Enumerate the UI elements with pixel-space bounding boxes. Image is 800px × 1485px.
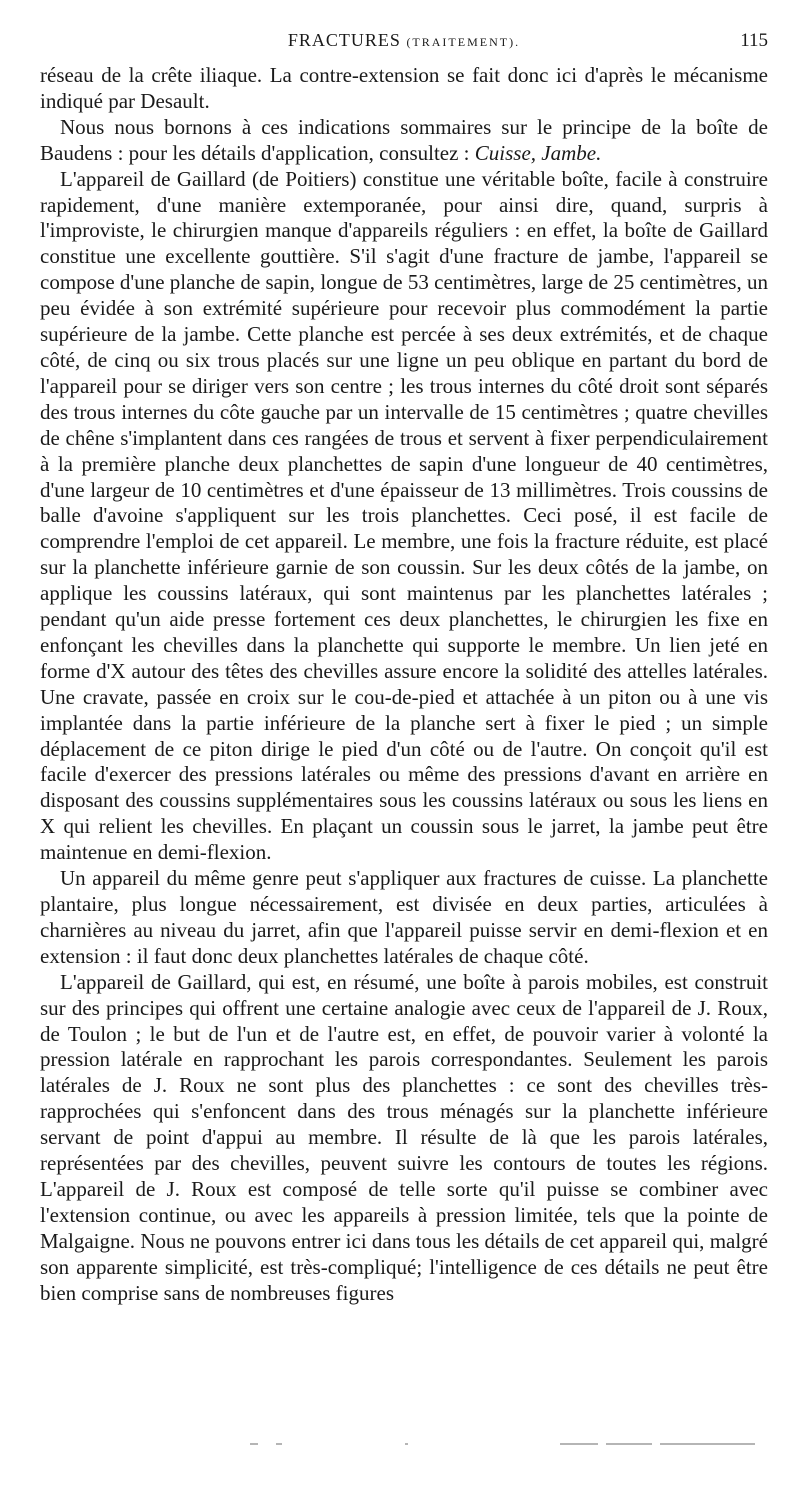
paragraph-roux-apparatus — [40, 970, 768, 1307]
ink-mark — [250, 1443, 258, 1445]
ink-mark — [660, 1443, 755, 1445]
paragraph-baudens — [40, 115, 768, 167]
paragraph-text: L'appareil de Gaillard, qui est, en résumé, une boîte à parois mobiles, est construit sur des principes qui offrent une certaine analogie avec ceux de l'appareil de J. Roux, de Toulon ; le but de l'un et de l'autre est, en effet, de pouvoir varier à volonté la pression latérale en rapprochant les parois correspondantes. Seulement les parois latérales de J. Roux ne sont plus des planchettes : ce sont des chevilles très-rapprochées qui s'enfoncent dans des trous ménagés sur la planchette inférieure servant de point d'appui au membre. Il résulte de là que les parois latérales, représentées par des chevilles, peuvent suivre les contours de toutes les régions. L'appareil de J. Roux est composé de telle sorte qu'il puisse se combiner avec l'extension continue, ou avec les appareils à pression limitée, tels que la pointe de Malgaigne. Nous ne pouvons entrer ici dans tous les détails de cet appareil qui, malgré son apparente simplicité, est très-compliqué; l'intelligence de ces détails ne peut être bien comprise sans de nombreuses figures — [40, 969, 768, 1305]
ink-mark — [405, 1443, 408, 1445]
running-head — [40, 30, 768, 56]
ink-mark — [276, 1443, 282, 1445]
paragraph-text: L'appareil de Gaillard (de Poitiers) constitue une véritable boîte, facile à construire rapidement, d'une manière extemporanée, pour ainsi dire, quand, surpris à l'improviste, le chirurgien manque d'appareils réguliers : en effet, la boîte de Gaillard constitue une excellente gouttière. S'il s'agit d'une fracture de jambe, l'appareil se compose d'une planche de sapin, longue de 53 centimètres, large de 25 centimètres, un peu évidée à son extrémité supérieure pour recevoir plus commodément la partie supérieure de la jambe. Cette planche est percée à ses deux extrémités, et de chaque côté, de cinq ou six trous placés sur une ligne un peu oblique en partant du bord de l'appareil pour se diriger vers son centre ; les trous internes du côté droit sont séparés des trous internes du côte gauche par un intervalle de 15 centimètres ; quatre chevilles de chêne s'implantent dans ces rangées de trous et servent à fixer perpendiculairement à la première planche deux planchettes de sapin d'une longueur de 40 centimètres, d'une largeur de 10 centimètres et d'une épaisseur de 13 millimètres. Trois coussins de balle d'avoine s'appliquent sur les trois planchettes. Ceci posé, il est facile de comprendre l'emploi de cet appareil. Le membre, une fois la fracture réduite, est placé sur la planchette inférieure garnie de son coussin. Sur les deux côtés de la jambe, on applique les coussins latéraux, qui sont maintenus par les planchettes latérales ; pendant qu'un aide presse fortement ces deux planchettes, le chirurgien les fixe en enfonçant les chevilles dans la planchette qui supporte le membre. Un lien jeté en forme d'X autour des têtes des chevilles assure encore la solidité des attelles latérales. Une cravate, passée en croix sur le cou-de-pied et attachée à un piton ou à une vis implantée dans la partie inférieure de la planche sert à fixer le pied ; un simple déplacement de ce piton dirige le pied d'un côté ou de l'autre. On conçoit qu'il est facile d'exercer des pressions latérales ou même des pressions d'avant en arrière en disposant des coussins supplémentaires sous les coussins latéraux ou sous les liens en X qui relient les chevilles. En plaçant un coussin sous le jarret, la jambe peut être maintenue en demi-flexion. — [40, 166, 768, 865]
page-number: 115 — [740, 30, 768, 51]
paragraph-thigh-fractures — [40, 866, 768, 970]
paragraph-gaillard-apparatus — [40, 167, 768, 866]
running-title — [40, 30, 768, 51]
ink-mark — [560, 1443, 598, 1445]
paragraph-text: Nous nous bornons à ces indications sommaires sur le principe de la boîte de Baudens : pour les détails d'application, consultez : — [40, 114, 768, 165]
cross-reference: Cuisse, Jambe. — [474, 140, 602, 165]
paragraph-text: réseau de la crête iliaque. La contre-extension se fait donc ici d'après le mécanisme indiqué par Desault. — [40, 63, 768, 113]
paragraph-text: Un appareil du même genre peut s'appliquer aux fractures de cuisse. La planchette plantaire, plus longue nécessairement, est divisée en deux parties, articulées à charnières au niveau du jarret, afin que l'appareil puisse servir en demi-flexion et en extension : il faut donc deux planchettes latérales de chaque côté. — [40, 866, 768, 968]
body-text — [40, 63, 768, 1307]
running-title-main: FRACTURES — [287, 30, 401, 50]
ink-mark — [606, 1443, 652, 1445]
paragraph-continuation — [40, 63, 768, 115]
running-title-subtitle: (TRAITEMENT). — [406, 35, 521, 49]
show-through-marks — [250, 1443, 760, 1449]
